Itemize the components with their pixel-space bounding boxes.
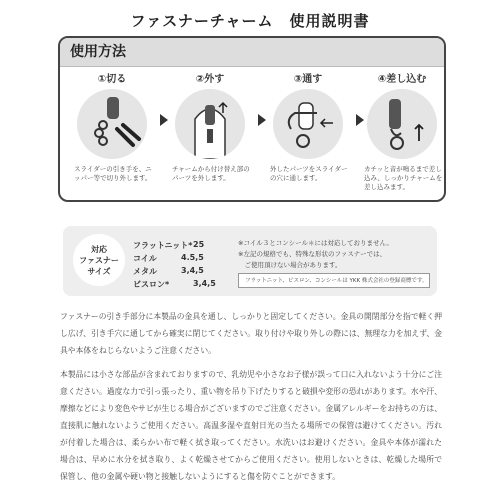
step-caption: カチッと音が鳴るまで差し込み、しっかりチャームを差し込みます。 [364, 165, 443, 191]
remove-part-icon [175, 89, 245, 159]
paragraph-attach: ファスナーの引き手部分に本製品の金具を通し、しっかりと固定してください。金具の開閉部分を指で軽く押し広げ、引き手穴に通してから確実に閉じてください。取り付けや取り外しの際には、無理な力を加えず、金具や本体をねじらないようご注意ください。 [60, 312, 442, 355]
size-row [133, 266, 204, 277]
step-1 [70, 70, 154, 183]
thread-part-icon [273, 89, 343, 159]
size-mark: * [165, 280, 170, 289]
size-mark: * [188, 241, 193, 250]
size-value: 3,4,5 [181, 266, 204, 275]
step-label: ④差し込む [377, 74, 427, 85]
usage-header [60, 38, 444, 67]
step-2 [168, 70, 252, 183]
step-caption: チャームから付け替え部のパーツを外します。 [172, 165, 250, 182]
size-value: 3,4,5 [193, 279, 216, 288]
nipper-cut-icon [77, 89, 147, 159]
size-row [133, 279, 216, 290]
size-row [133, 253, 204, 264]
size-row [133, 240, 205, 251]
size-name: ビスロン [133, 280, 165, 289]
insert-part-icon [367, 89, 437, 159]
document-title: ファスナーチャーム 使用説明書 [130, 12, 370, 30]
step-label: ①切る [97, 74, 127, 85]
step-3 [266, 70, 350, 183]
size-note: ご使用頂けない場合があります。 [238, 261, 342, 269]
paragraph-cautions: 本製品には小さな部品が含まれておりますので、乳幼児や小さなお子様が誤って口に入れないよう十分にご注意ください。過度な力で引っ張ったり、重い物を吊り下げたりすると破損や変形の恐れがあります。水や汗、摩擦などにより変色やサビが生じる場合がございますのでご注意ください。金属アレルギーをお持ちの方は、直接肌に触れないようご使用ください。高温多湿や直射日光の当たる場所での保管は避けてください。汚れが付着した場合は、柔らかい布で軽く拭き取ってください。水洗いはお避けください。金具や本体が濡れた場合は、早めに水分を拭き取り、よく乾燥させてからご使用ください。使用しないときは、乾燥した場所で保管し、他の金属や硬い物と接触しないようにすると傷を防ぐことができます。 [60, 370, 442, 481]
step-4 [360, 70, 444, 192]
badge-line: 対応 [91, 244, 107, 254]
usage-panel [58, 36, 446, 202]
step-label: ③通す [293, 74, 323, 85]
usage-heading: 使用方法 [70, 44, 126, 60]
trademark-note: フラットニット、ビスロン、コンシールは YKK 株式会社の登録商標です。 [238, 273, 430, 288]
step-caption: 外したパーツをスライダーの穴に通します。 [270, 165, 348, 182]
size-name: フラットニット [133, 241, 189, 250]
step-caption: スライダーの引き手を、ニッパー等で切り外します。 [74, 165, 152, 182]
step-label: ②外す [195, 74, 225, 85]
size-badge [73, 234, 125, 286]
size-value: 4.5,5 [181, 253, 204, 262]
badge-line: ファスナー [79, 255, 119, 265]
badge-line: サイズ [87, 266, 111, 276]
size-name: コイル [133, 254, 157, 263]
size-value: 25 [193, 240, 205, 249]
size-note: ※左記の規格でも、特殊な形状のファスナーでは、 [238, 250, 387, 258]
size-name: メタル [133, 267, 157, 276]
step-arrow-icon [160, 114, 168, 126]
step-arrow-icon [258, 114, 266, 126]
size-note: ※コイル３とコンシール＊には対応しておりません。 [238, 239, 393, 247]
